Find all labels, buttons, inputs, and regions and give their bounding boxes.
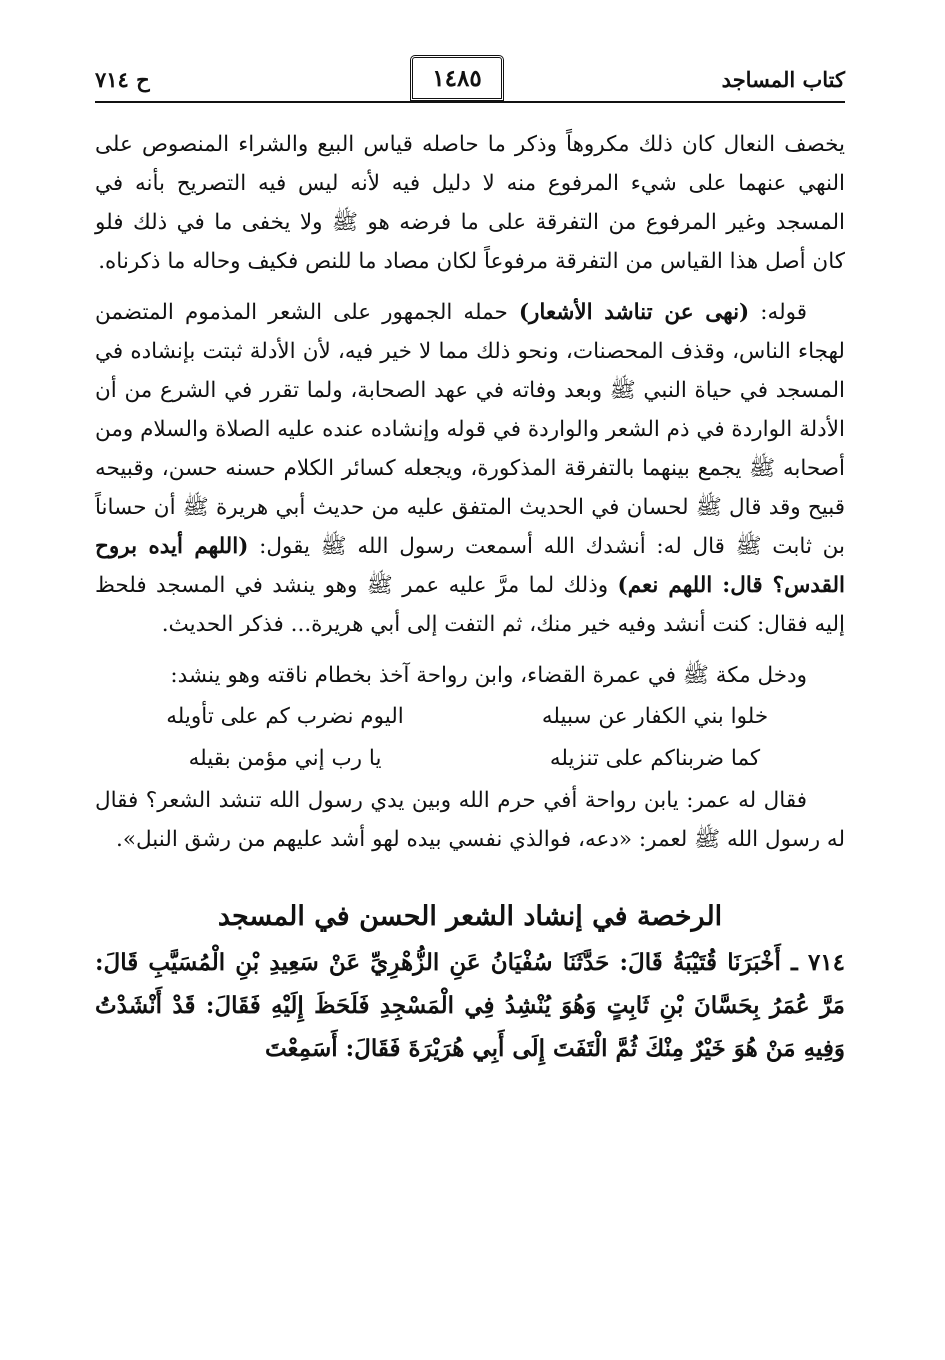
poem-hemistich: خلوا بني الكفار عن سبيله: [541, 704, 769, 729]
book-title: كتاب المساجد: [721, 67, 845, 92]
paragraph-1: يخصف النعال كان ذلك مكروهاً وذكر ما حاصله قياس البيع والشراء المنصوص على النهي عنهما على شيء المرفوع منه لا دليل فيه لأنه ليس فيه التصريح بأنه في المسجد وغير المرفوع من التفرقة على ما فرضه هو ﷺ ولا يخفى ما في ذلك فلو كان أصل هذا القياس من التفرقة مرفوعاً لكان مصاد ما للنص فكيف وحاله ما ذكرناه.: [95, 132, 845, 274]
page-number-frame: [410, 55, 504, 101]
section-title: الرخصة في إنشاد الشعر الحسن في المسجد: [217, 901, 723, 932]
paragraph-2: [95, 293, 845, 644]
commentary-body: [95, 125, 845, 1070]
paragraph-4: فقال له عمر: يابن رواحة أفي حرم الله وبين يدي رسول الله تنشد الشعر؟ فقال له رسول الله ﷺ لعمر: «دعه، فوالذي نفسي بيده لهو أشد عليهم من رشق النبل».: [95, 788, 845, 852]
poem-hemistich: كما ضربناكم على تنزيله: [549, 746, 761, 771]
quoted-phrase: (نهى عن تناشد الأشعار): [518, 300, 750, 325]
hadith-text: ٧١٤ ـ أَخْبَرَنَا قُتَيْبَةُ قَالَ: حَدَّثَنَا سُفْيَانُ عَنِ الزُّهْرِيِّ عَنْ سَعِيدِ بْنِ الْمُسَيَّبِ قَالَ: مَرَّ عُمَرُ بِحَسَّانَ بْنِ ثَابِتٍ وَهُوَ يُنْشِدُ فِي الْمَسْجِدِ فَلَحَظَ إِلَيْهِ فَقَالَ: قَدْ أَنْشَدْتُ وَفِيهِ مَنْ هُوَ خَيْرٌ مِنْكَ ثُمَّ الْتَفَتَ إِلَى أَبِي هُرَيْرَةَ فَقَالَ: أَسَمِعْتَ: [95, 949, 845, 1062]
quoted-hadith: (اللهم أيده بروح القدس؟ قال: اللهم نعم): [95, 534, 845, 598]
hadith-reference: ح ٧١٤: [95, 67, 150, 92]
book-page: [95, 55, 845, 1315]
paragraph-2-end: وذلك لما مرَّ عليه عمر ﷺ وهو ينشد في المسجد فلحظ إليه فقال: كنت أنشد وفيه خير منك، ثم التفت إلى أبي هريرة... فذكر الحديث.: [95, 573, 845, 637]
page-number: ١٤٨٥: [432, 64, 482, 92]
poem-hemistich: اليوم نضرب كم على تأويله: [166, 704, 404, 729]
paragraph-2-lead: قوله:: [749, 300, 808, 325]
poem-hemistich: يا رب إني مؤمن بقيله: [188, 746, 382, 771]
paragraph-3: ودخل مكة ﷺ في عمرة القضاء، وابن رواحة آخذ بخطام ناقته وهو ينشد:: [170, 663, 807, 688]
paragraph-2-body: حمله الجمهور على الشعر المذموم المتضمن لهجاء الناس، وقذف المحصنات، ونحو ذلك مما لا خير فيه، لأن الأدلة ثبتت بإنشاده في المسجد في حياة النبي ﷺ وبعد وفاته في عهد الصحابة، ولما تقرر في الشرع من أن الأدلة الواردة في ذم الشعر والواردة في قوله وإنشاده عنده عليه الصلاة والسلام ومن أصحابه ﷺ يجمع بينهما بالتفرقة المذكورة، ويجعله كسائر الكلام حسنه حسن، وقبيحه قبيح وقد قال ﷺ لحسان في الحديث المتفق عليه من حديث أبي هريرة ﷺ أن حساناً بن ثابت ﷺ قال له: أنشدك الله أسمعت رسول الله ﷺ يقول:: [95, 300, 846, 559]
poem-line-1: [120, 697, 820, 737]
running-header: [95, 55, 845, 103]
poem-line-2: [120, 739, 820, 779]
